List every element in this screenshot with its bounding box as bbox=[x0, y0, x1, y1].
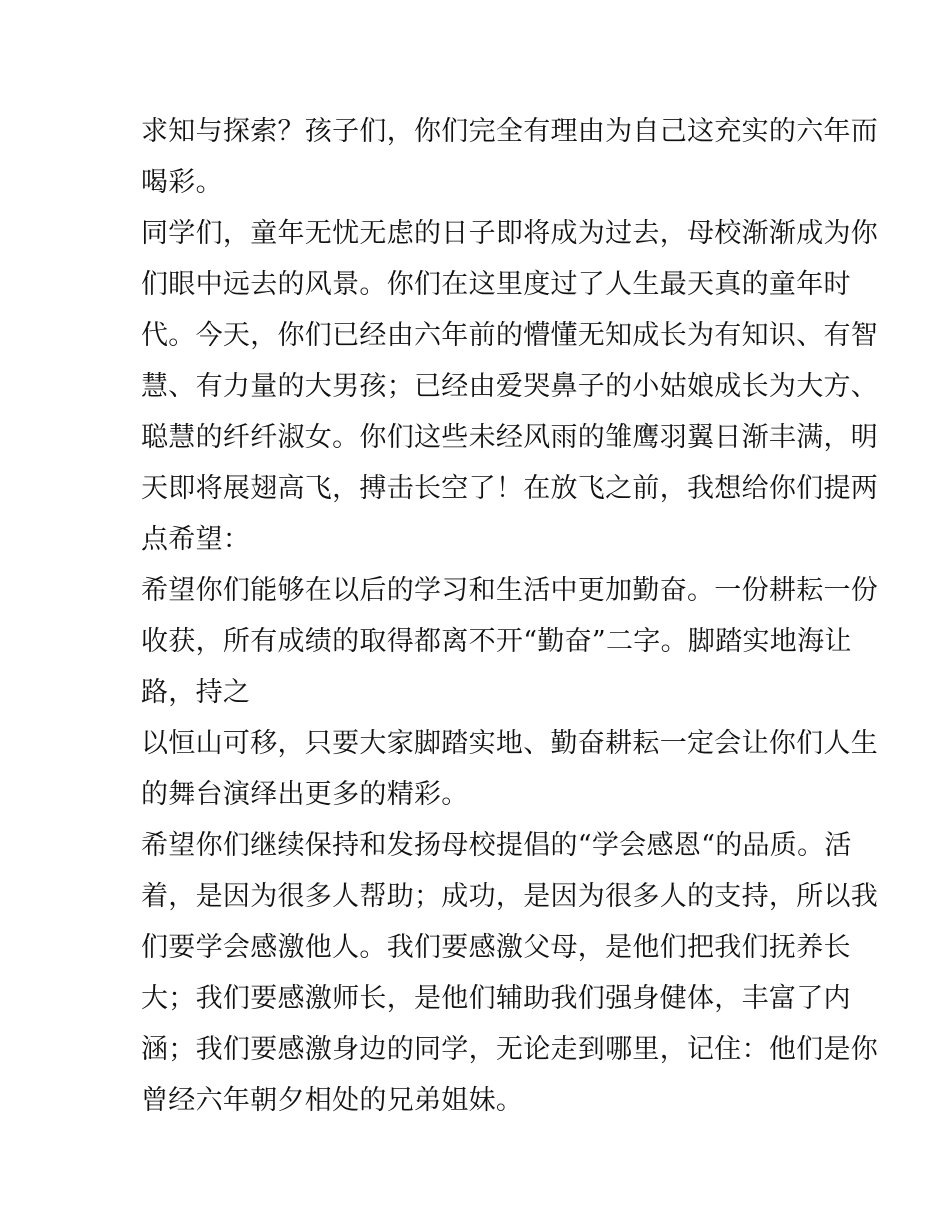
text-line-7: 聪慧的纤纤淑女。你们这些未经风雨的雏鹰羽翼日渐丰满，明 bbox=[141, 422, 879, 453]
text-line-10: 希望你们能够在以后的学习和生活中更加勤奋。一份耕耘一份 bbox=[141, 575, 879, 606]
body-text bbox=[141, 106, 879, 1126]
text-line-18: 大；我们要感激师长，是他们辅助我们强身健体，丰富了内 bbox=[141, 983, 851, 1014]
text-line-20: 曾经六年朝夕相处的兄弟姐妹。 bbox=[141, 1085, 524, 1116]
text-line-3: 同学们，童年无忧无虑的日子即将成为过去，母校渐渐成为你 bbox=[141, 218, 879, 249]
text-line-14: 的舞台演绎出更多的精彩。 bbox=[141, 779, 469, 810]
text-line-9: 点希望： bbox=[141, 524, 251, 555]
text-line-17: 们要学会感激他人。我们要感激父母，是他们把我们抚养长 bbox=[141, 932, 851, 963]
text-line-12: 路，持之 bbox=[141, 677, 251, 708]
text-line-19: 涵；我们要感激身边的同学，无论走到哪里，记住：他们是你 bbox=[141, 1034, 879, 1065]
text-line-15: 希望你们继续保持和发扬母校提倡的“学会感恩“的品质。活 bbox=[141, 830, 852, 861]
text-line-5: 代。今天，你们已经由六年前的懵懂无知成长为有知识、有智 bbox=[141, 320, 879, 351]
text-line-6: 慧、有力量的大男孩；已经由爱哭鼻子的小姑娘成长为大方、 bbox=[141, 371, 879, 402]
text-line-1: 求知与探索？孩子们，你们完全有理由为自己这充实的六年而 bbox=[141, 116, 879, 147]
text-line-8: 天即将展翅高飞，搏击长空了！在放飞之前，我想给你们提两 bbox=[141, 473, 879, 504]
text-line-11: 收获，所有成绩的取得都离不开“勤奋”二字。脚踏实地海让 bbox=[141, 626, 852, 657]
text-line-4: 们眼中远去的风景。你们在这里度过了人生最天真的童年时 bbox=[141, 269, 851, 300]
text-line-2: 喝彩。 bbox=[141, 167, 223, 198]
text-line-16: 着，是因为很多人帮助；成功，是因为很多人的支持，所以我 bbox=[141, 881, 879, 912]
text-line-13: 以恒山可移，只要大家脚踏实地、勤奋耕耘一定会让你们人生 bbox=[141, 728, 879, 759]
